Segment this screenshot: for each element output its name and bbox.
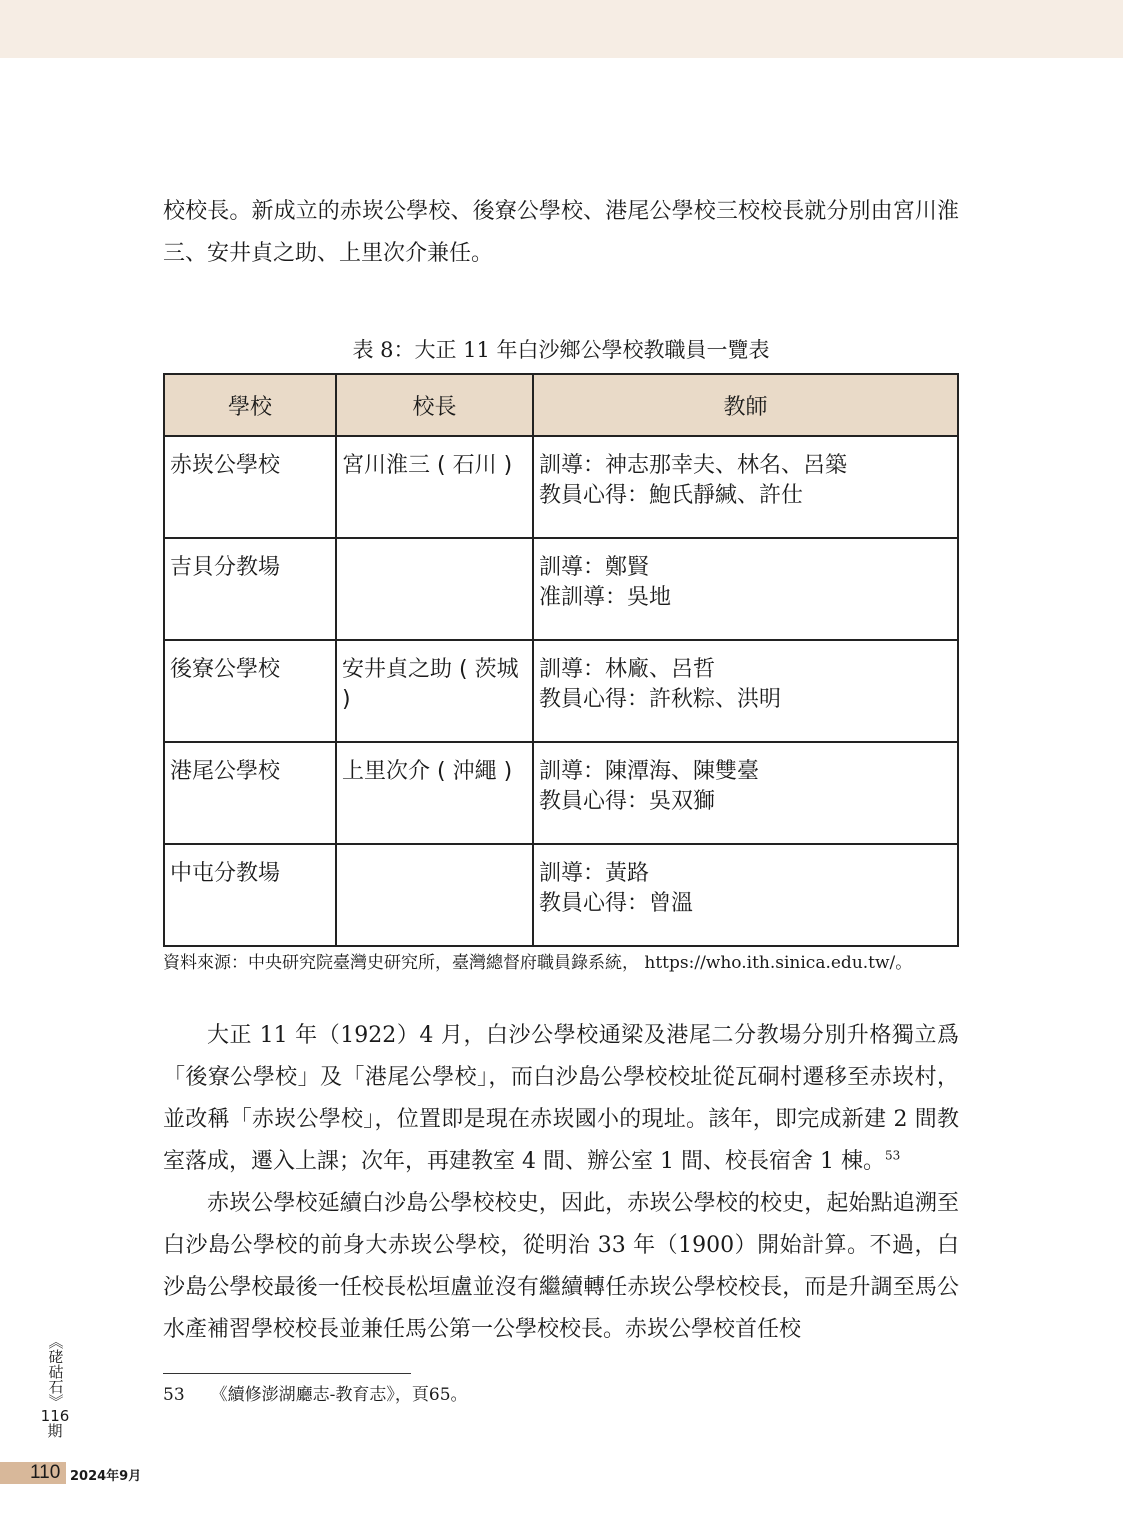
school-cell: 港尾公學校 — [164, 742, 336, 844]
teachers-cell — [533, 436, 958, 538]
teacher-line: 教員心得：鮑氏靜緘、許仕 — [539, 483, 804, 508]
magazine-label — [40, 1334, 70, 1439]
school-cell: 後寮公學校 — [164, 640, 336, 742]
issue-date: 2024年9月 — [70, 1469, 142, 1484]
issue-suffix: 期 — [47, 1422, 63, 1440]
column-header: 教師 — [533, 374, 958, 436]
principal-cell: 宮川淮三 ( 石川 ) — [336, 436, 533, 538]
column-header: 校長 — [336, 374, 533, 436]
body-paragraph — [163, 1015, 959, 1183]
footnote-text: 《續修澎湖廳志-教育志》，頁65。 — [210, 1385, 468, 1405]
table-row — [164, 742, 958, 844]
teachers-cell — [533, 538, 958, 640]
staff-table — [163, 373, 959, 947]
principal-cell — [336, 538, 533, 640]
table-row — [164, 640, 958, 742]
paragraph-text: 大正 11 年（1922）4 月，白沙公學校通梁及港尾二分教場分別升格獨立爲「後寮公學校」及「港尾公學校」，而白沙島公學校校址從瓦硐村遷移至赤崁村，並改稱「赤崁公學校」，位置即是現在赤崁國小的現址。該年，即完成新建 2 間教室落成，遷入上課；次年，再建教室 4 間、辦公室 1 間、校長宿舍 1 棟。 — [163, 1023, 959, 1174]
footnote — [163, 1383, 959, 1407]
principal-cell — [336, 844, 533, 946]
table-source: 資料來源：中央研究院臺灣史研究所，臺灣總督府職員錄系統， https://who.ith.sinica.edu.tw/。 — [163, 953, 913, 973]
magazine-title: 《硓𥑮石》 — [46, 1334, 65, 1409]
teacher-line: 訓導：黃路 — [539, 861, 650, 886]
body-paragraph: 赤崁公學校延續白沙島公學校校史，因此，赤崁公學校的校史，起始點追溯至白沙島公學校的前身大赤崁公學校，從明治 33 年（1900）開始計算。不過，白沙島公學校最後一任校長松垣盧並沒有繼續轉任赤崁公學校校長，而是升調至馬公水產補習學校校長並兼任馬公第一公學校校長。赤崁公學校首任校 — [163, 1191, 959, 1342]
table-row — [164, 436, 958, 538]
teacher-line: 教員心得：吳双獅 — [539, 789, 716, 814]
table-row — [164, 844, 958, 946]
teachers-cell — [533, 742, 958, 844]
teachers-cell — [533, 640, 958, 742]
teacher-line: 訓導：神志那幸夫、林名、呂築 — [539, 453, 848, 478]
table-caption: 表 8：大正 11 年白沙鄉公學校教職員一覽表 — [352, 338, 770, 362]
teacher-line: 訓導：鄭賢 — [539, 555, 650, 580]
teacher-line: 訓導：林廠、呂哲 — [539, 657, 716, 682]
footnote-number: 53 — [163, 1385, 185, 1405]
column-header: 學校 — [164, 374, 336, 436]
teachers-cell — [533, 844, 958, 946]
principal-cell: 上里次介 ( 沖繩 ) — [336, 742, 533, 844]
teacher-line: 准訓導：吳地 — [539, 585, 672, 610]
footnote-divider — [163, 1373, 411, 1374]
body-paragraph: 校校長。新成立的赤崁公學校、後寮公學校、港尾公學校三校校長就分別由宮川淮三、安井貞之助、上里次介兼任。 — [163, 199, 959, 266]
issue-number: 116 — [40, 1407, 70, 1425]
table-row — [164, 538, 958, 640]
table-header-row — [164, 374, 958, 436]
principal-cell: 安井貞之助 ( 茨城 ) — [336, 640, 533, 742]
page-number: 110 — [30, 1462, 61, 1483]
school-cell: 中屯分教場 — [164, 844, 336, 946]
header-band — [0, 0, 1123, 58]
school-cell: 吉貝分教場 — [164, 538, 336, 640]
teacher-line: 教員心得：曾溫 — [539, 891, 694, 916]
footnote-ref[interactable]: 53 — [884, 1148, 901, 1163]
page-body — [163, 191, 959, 1407]
teacher-line: 訓導：陳潭海、陳雙臺 — [539, 759, 760, 784]
school-cell: 赤崁公學校 — [164, 436, 336, 538]
teacher-line: 教員心得：許秋粽、洪明 — [539, 687, 782, 712]
